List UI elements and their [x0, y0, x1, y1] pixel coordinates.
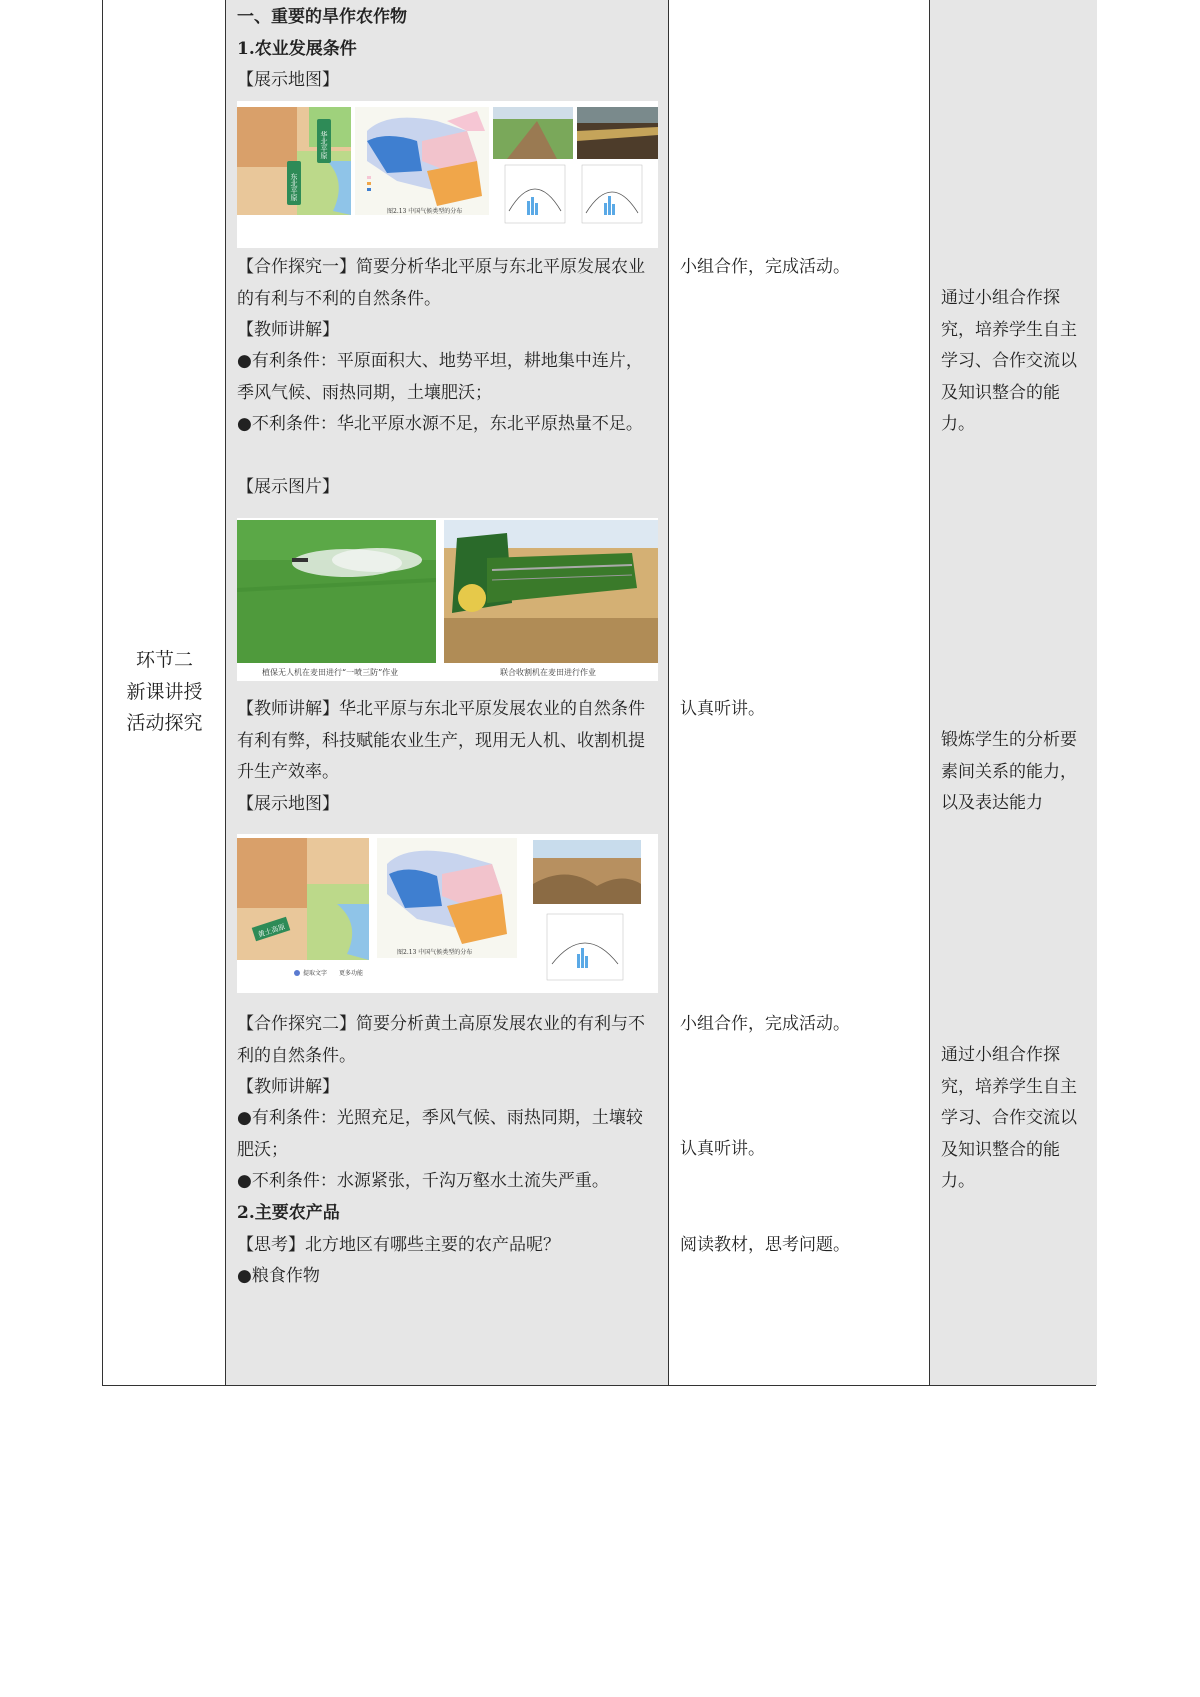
- map1-label-2: 东北平原: [290, 173, 298, 201]
- map2-tool-right: 更多功能: [339, 970, 364, 977]
- map-figure-1-graphic: [237, 101, 658, 248]
- coop-exploration-1: 【合作探究一】简要分析华北平原与东北平原发展农业的有利与不利的自然条件。: [237, 257, 645, 309]
- teacher-explain-2: 【教师讲解】华北平原与东北平原发展农业的自然条件有利有弊，科技赋能农业生产，现用无人机、收割机提升生产效率。: [237, 699, 645, 782]
- stage-label: [103, 645, 226, 740]
- teacher-explain-label-1: 【教师讲解】: [237, 320, 339, 340]
- map-figure-2-graphic: [237, 834, 658, 993]
- student-activity-2: 认真听讲。: [680, 699, 765, 719]
- teacher-explain-label-3: 【教师讲解】: [237, 1077, 339, 1097]
- show-map-label-2: 【展示地图】: [237, 794, 339, 814]
- map-figure-2: [237, 834, 658, 993]
- map-figure-1: [237, 101, 658, 248]
- design-intent-column: [930, 0, 1097, 1385]
- stage-line-3: 活动探究: [126, 712, 203, 734]
- show-picture-label: 【展示图片】: [237, 477, 339, 497]
- coop-exploration-2: 【合作探究二】简要分析黄土高原发展农业的有利与不利的自然条件。: [237, 1014, 645, 1066]
- student-activity-column: [669, 0, 930, 1385]
- map2-label: 黄土高原: [257, 922, 287, 940]
- unfavorable-conditions-1: ●不利条件：华北平原水源不足，东北平原热量不足。: [237, 414, 643, 434]
- show-map-label-1: 【展示地图】: [237, 70, 339, 90]
- favorable-conditions-2: ●有利条件：光照充足，季风气候、雨热同期，土壤较肥沃；: [237, 1108, 643, 1160]
- map1-caption: 图2.13 中国气候类型的分布: [387, 208, 463, 215]
- farm-photo-graphic: [237, 518, 658, 681]
- photo-caption-left: 植保无人机在麦田进行“一喷三防”作业: [262, 668, 399, 677]
- student-activity-1: 小组合作，完成活动。: [680, 257, 850, 277]
- favorable-conditions-1: ●有利条件：平原面积大、地势平坦，耕地集中连片，季风气候、雨热同期，土壤肥沃；: [237, 351, 643, 403]
- subsection-title-1: 1.农业发展条件: [237, 39, 357, 59]
- map2-caption: 图2.13 中国气候类型的分布: [397, 949, 473, 956]
- design-intent-3: 通过小组合作探究，培养学生自主学习、合作交流以及知识整合的能力。: [941, 1045, 1077, 1191]
- student-activity-3: 小组合作，完成活动。: [680, 1014, 850, 1034]
- stage-line-2: 新课讲授: [126, 680, 203, 703]
- lesson-table: [102, 0, 1096, 1386]
- section-title: 一、重要的旱作农作物: [237, 7, 407, 27]
- teacher-activity-column: [226, 0, 669, 1385]
- design-intent-2: 锻炼学生的分析要素间关系的能力，以及表达能力: [941, 730, 1077, 813]
- design-intent-1: 通过小组合作探究，培养学生自主学习、合作交流以及知识整合的能力。: [941, 288, 1077, 434]
- student-activity-5: 阅读教材，思考问题。: [680, 1235, 850, 1255]
- think-question: 【思考】北方地区有哪些主要的农产品呢？: [237, 1235, 560, 1255]
- stage-column: [103, 0, 226, 1385]
- map2-tool-left: 提取文字: [303, 970, 328, 977]
- grain-crops: ●粮食作物: [237, 1266, 320, 1286]
- photo-caption-right: 联合收割机在麦田进行作业: [500, 668, 596, 677]
- stage-line-1: 环节二: [135, 649, 193, 671]
- map1-label-1: 华北平原: [320, 131, 328, 159]
- unfavorable-conditions-2: ●不利条件：水源紧张，千沟万壑水土流失严重。: [237, 1171, 609, 1191]
- subsection-title-2: 2.主要农产品: [237, 1203, 340, 1223]
- student-activity-4: 认真听讲。: [680, 1139, 765, 1159]
- farm-photo-pair: [237, 518, 658, 681]
